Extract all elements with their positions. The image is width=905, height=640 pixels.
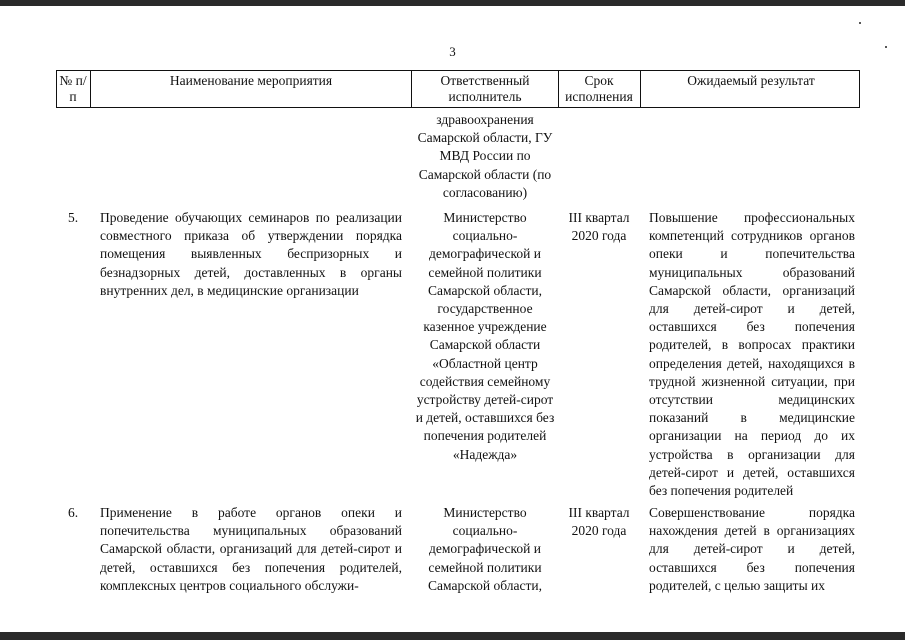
table-header-border-bottom: [56, 107, 860, 108]
scan-edge-bottom: [0, 632, 905, 640]
header-num: № п/п: [59, 73, 87, 104]
header-term: Срок исполнения: [565, 73, 633, 104]
row-5-result: Повышение профессиональных компетенций сотрудников органов опеки и попечительства муниципальных образований Самарской области, организаций для детей-сирот и детей, оставшихся без попечения родителей, в вопросах практики определения детей, находящихся в трудной жизненной ситуации, при отсутствии медицинских показаний в медицинские организации на период до их устройства в организации для детей-сирот и детей, оставшихся без попечения родителей: [649, 210, 855, 499]
header-executor: Ответственный исполнитель: [440, 73, 530, 104]
scan-edge-top: [0, 0, 905, 6]
table-column-divider: [56, 70, 57, 108]
table-column-divider: [90, 70, 91, 108]
table-column-divider: [411, 70, 412, 108]
page-number: 3: [449, 44, 456, 59]
table-column-divider: [859, 70, 860, 108]
row-5-name: Проведение обучающих семинаров по реализации совместного приказа об утверждении порядка помещения выявленных беспризорных и безнадзорных детей, доставленных в органы внутренних дел, в медицинские организации: [100, 210, 402, 298]
table-column-divider: [558, 70, 559, 108]
row-6-executor: Министерство социально-демографической и семейной политики Самарской области,: [428, 505, 542, 593]
row-6-result: Совершенствование порядка нахождения детей в организациях для детей-сирот и детей, оставшихся без попечения родителей, с целью защиты их: [649, 505, 855, 593]
header-name: Наименование мероприятия: [169, 73, 333, 88]
row-6-num: 6.: [68, 505, 79, 520]
scan-speck: [859, 22, 861, 24]
row-6-name: Применение в работе органов опеки и попечительства муниципальных образований Самарской области, организаций для детей-сирот и детей, оставшихся без попечения родителей, комплексных центров социального обслужи-: [100, 505, 402, 593]
header-result: Ожидаемый результат: [687, 73, 815, 88]
row-5-term: III квартал 2020 года: [568, 210, 630, 244]
row-5-executor: Министерство социально-демографической и семейной политики Самарской области, государственное казенное учреждение Самарской области «Областной центр содействия семейному устройству детей-сирот и детей, оставшихся без попечения родителей «Надежда»: [415, 210, 555, 462]
table-column-divider: [640, 70, 641, 108]
events-table: [56, 70, 860, 630]
row-6-term: III квартал 2020 года: [568, 505, 630, 539]
continuation-executor: здравоохранения Самарской области, ГУ МВД России по Самарской области (по согласованию): [417, 112, 553, 200]
row-5-num: 5.: [68, 210, 79, 225]
table-border-top: [56, 70, 860, 71]
